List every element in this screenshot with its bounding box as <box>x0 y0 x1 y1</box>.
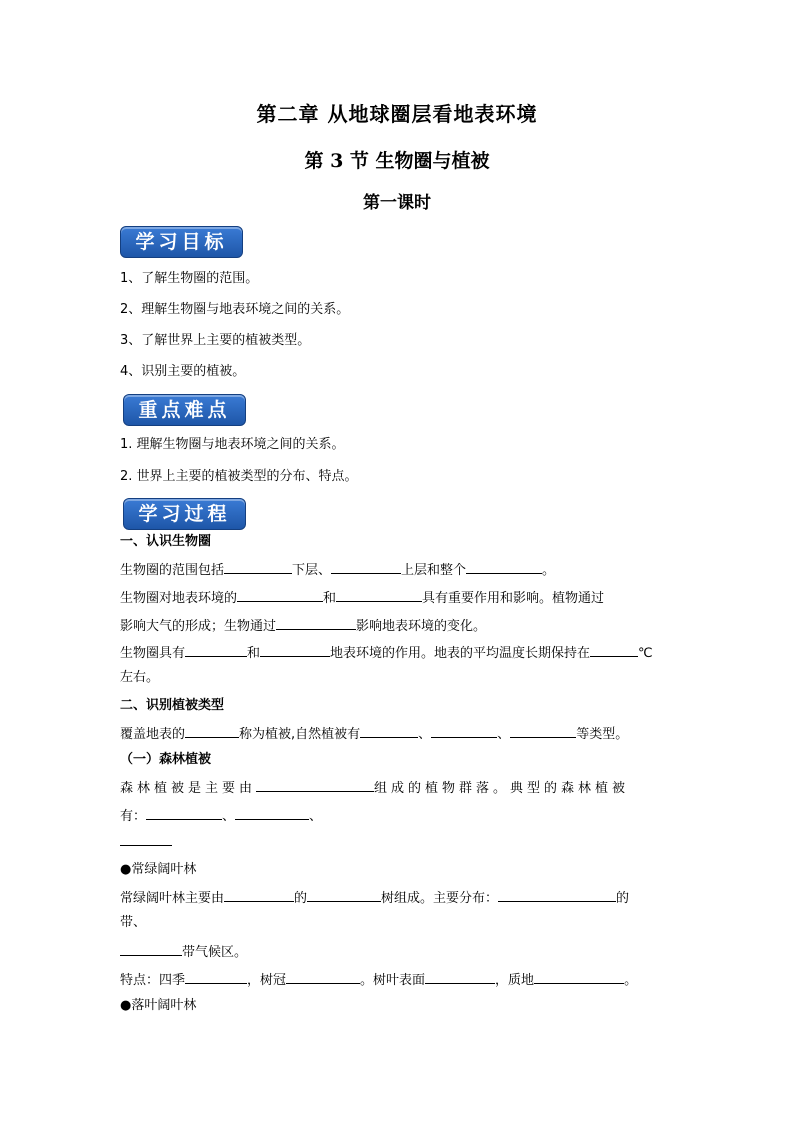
line-text: 生物圈对地表环境的 <box>120 591 238 606</box>
blank-field[interactable] <box>237 588 323 602</box>
line-text: 和 <box>323 591 337 606</box>
line-text: 、 <box>497 727 511 742</box>
blank-field[interactable] <box>185 970 247 984</box>
line-text: 特点：四季 <box>120 973 186 988</box>
blank-field[interactable] <box>256 778 374 792</box>
line-text: 影响大气的形成；生物通过 <box>120 619 277 634</box>
deciduous-heading: ●落叶阔叶林 <box>120 998 197 1013</box>
blank-field[interactable] <box>224 888 294 902</box>
objective-item: 4、识别主要的植被。 <box>120 364 246 379</box>
blank-field[interactable] <box>185 643 247 657</box>
line-text: 组成的植物群落。典型的森林植被 <box>374 781 630 796</box>
forest-heading: （一）森林植被 <box>120 752 212 767</box>
fill-line-9 <box>120 888 685 908</box>
blank-field[interactable] <box>146 806 222 820</box>
blank-field[interactable] <box>260 643 330 657</box>
line-text: 下层、 <box>292 563 332 578</box>
fill-line-8 <box>120 806 685 826</box>
fill-line-5: 左右。 <box>120 670 160 685</box>
objective-item: 2、理解生物圈与地表环境之间的关系。 <box>120 302 350 317</box>
objective-item: 1、了解生物圈的范围。 <box>120 271 259 286</box>
fill-line-10: 带、 <box>120 915 147 930</box>
part1-heading: 一、认识生物圈 <box>120 534 212 549</box>
blank-field[interactable] <box>336 588 422 602</box>
fill-line-11 <box>120 942 685 962</box>
line-text: 、 <box>418 727 432 742</box>
key-point-item: 2. 世界上主要的植被类型的分布、特点。 <box>120 469 358 484</box>
blank-field[interactable] <box>590 643 638 657</box>
blank-field[interactable] <box>276 616 356 630</box>
line-text: 。 <box>624 973 638 988</box>
part2-heading: 二、识别植被类型 <box>120 698 225 713</box>
line-text: 等类型。 <box>576 727 629 742</box>
line-text: 影响地表环境的变化。 <box>356 619 487 634</box>
fill-line-6 <box>120 724 685 744</box>
blank-field[interactable] <box>431 724 497 738</box>
line-text: 森林植被是主要由 <box>120 781 257 796</box>
line-text: 树组成。主要分布： <box>381 891 499 906</box>
fill-line-1 <box>120 560 685 580</box>
line-text: 称为植被,自然植被有 <box>239 727 361 742</box>
line-text: ，树冠 <box>247 973 287 988</box>
line-text: ℃ <box>638 646 653 661</box>
fill-line-7 <box>120 778 685 798</box>
blank-field[interactable] <box>120 942 182 956</box>
blank-field[interactable] <box>307 888 381 902</box>
chapter-title: 第二章 从地球圈层看地表环境 <box>256 102 538 126</box>
evergreen-heading: ●常绿阔叶林 <box>120 862 197 877</box>
line-text: 、 <box>309 809 323 824</box>
key-point-item: 1. 理解生物圈与地表环境之间的关系。 <box>120 437 345 452</box>
section-title: 第 3 节 生物圈与植被 <box>304 150 490 172</box>
process-badge: 学习过程 <box>123 498 246 530</box>
blank-field[interactable] <box>286 970 360 984</box>
blank-field[interactable] <box>425 970 495 984</box>
fill-line-3 <box>120 616 685 636</box>
blank-field[interactable] <box>466 560 542 574</box>
line-text: 具有重要作用和影响。植物通过 <box>422 591 605 606</box>
line-text: 和 <box>247 646 261 661</box>
line-text: 生物圈的范围包括 <box>120 563 225 578</box>
line-text: 有： <box>120 809 147 824</box>
line-text: 地表环境的作用。地表的平均温度长期保持在 <box>330 646 591 661</box>
line-text: 覆盖地表的 <box>120 727 186 742</box>
blank-field[interactable] <box>510 724 576 738</box>
line-text: 常绿阔叶林主要由 <box>120 891 225 906</box>
line-text: 。树叶表面 <box>360 973 426 988</box>
lesson-title: 第一课时 <box>363 193 431 213</box>
blank-field[interactable] <box>120 845 172 846</box>
line-text: 、 <box>222 809 236 824</box>
blank-field[interactable] <box>224 560 292 574</box>
line-text: 的 <box>616 891 630 906</box>
line-text: 上层和整个 <box>401 563 467 578</box>
blank-field[interactable] <box>498 888 616 902</box>
line-text: 生物圈具有 <box>120 646 186 661</box>
blank-field[interactable] <box>185 724 239 738</box>
blank-field[interactable] <box>331 560 401 574</box>
blank-field[interactable] <box>534 970 624 984</box>
blank-field[interactable] <box>360 724 418 738</box>
line-text: 带气候区。 <box>182 945 248 960</box>
fill-line-2 <box>120 588 685 608</box>
line-text: ，质地 <box>495 973 535 988</box>
key-points-badge: 重点难点 <box>123 394 246 426</box>
line-text: 的 <box>294 891 308 906</box>
objectives-badge: 学习目标 <box>120 226 243 258</box>
objective-item: 3、了解世界上主要的植被类型。 <box>120 333 311 348</box>
blank-field[interactable] <box>235 806 309 820</box>
fill-line-4 <box>120 643 685 663</box>
fill-line-12 <box>120 970 685 990</box>
line-text: 。 <box>542 563 556 578</box>
